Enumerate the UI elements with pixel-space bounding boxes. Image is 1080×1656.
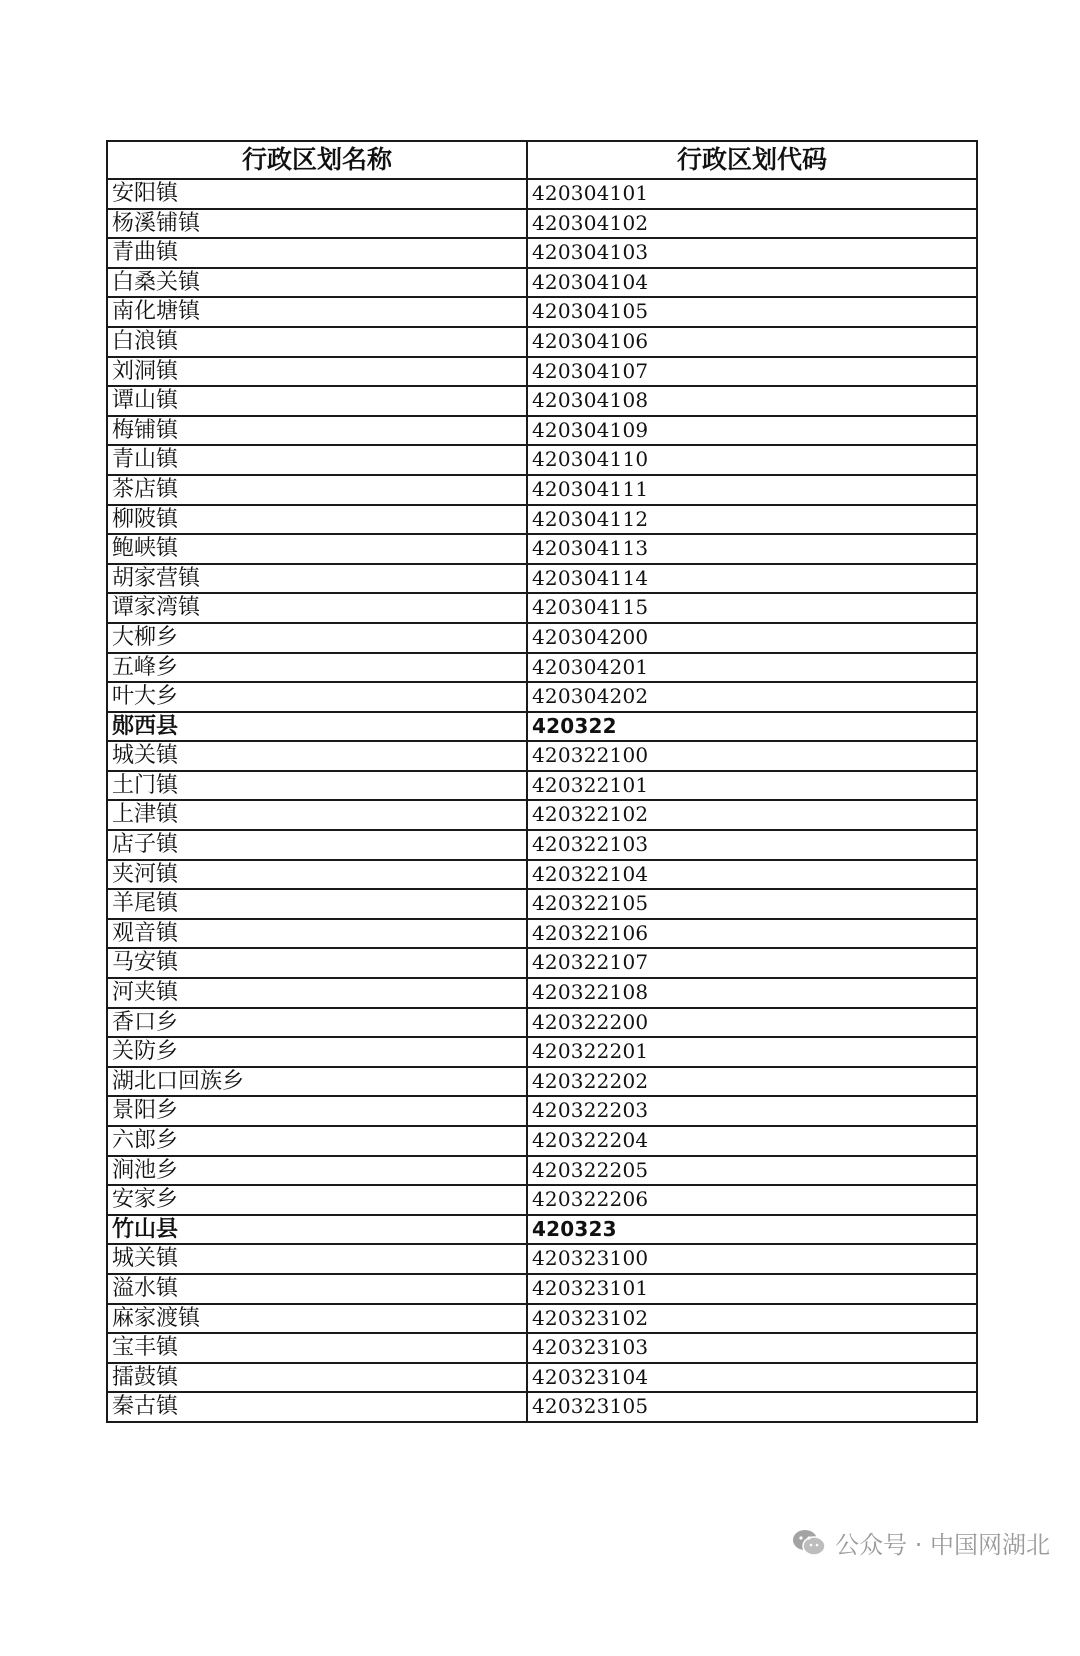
division-name-cell: 谭家湾镇 (107, 593, 527, 623)
division-code-cell: 420322103 (527, 830, 977, 860)
division-code-cell: 420304110 (527, 445, 977, 475)
table-row (107, 179, 977, 209)
division-code-cell: 420304105 (527, 297, 977, 327)
division-name-cell: 竹山县 (107, 1215, 527, 1245)
division-name-cell: 擂鼓镇 (107, 1363, 527, 1393)
division-name-cell: 关防乡 (107, 1037, 527, 1067)
watermark-text: 公众号 · 中国网湖北 (835, 1531, 1050, 1559)
division-name-cell: 观音镇 (107, 919, 527, 949)
division-name-cell: 叶大乡 (107, 682, 527, 712)
division-name-cell: 南化塘镇 (107, 297, 527, 327)
table-header-row (107, 141, 977, 179)
wechat-icon (791, 1528, 827, 1558)
division-name-cell: 店子镇 (107, 830, 527, 860)
table-row (107, 1185, 977, 1215)
division-code-cell: 420304115 (527, 593, 977, 623)
table-row (107, 1096, 977, 1126)
division-code-cell: 420323104 (527, 1363, 977, 1393)
table-row (107, 860, 977, 890)
table-row (107, 297, 977, 327)
division-code-cell: 420323103 (527, 1333, 977, 1363)
table-row (107, 1392, 977, 1422)
division-code-cell: 420322203 (527, 1096, 977, 1126)
division-code-cell: 420304113 (527, 534, 977, 564)
table-row (107, 1363, 977, 1393)
table-row (107, 1156, 977, 1186)
table-row (107, 978, 977, 1008)
table-row (107, 741, 977, 771)
division-name-cell: 宝丰镇 (107, 1333, 527, 1363)
division-code-cell: 420304106 (527, 327, 977, 357)
division-name-cell: 麻家渡镇 (107, 1304, 527, 1334)
division-name-cell: 溢水镇 (107, 1274, 527, 1304)
division-name-cell: 五峰乡 (107, 653, 527, 683)
division-code-cell: 420322204 (527, 1126, 977, 1156)
table-row (107, 475, 977, 505)
table-row (107, 919, 977, 949)
division-name-cell: 羊尾镇 (107, 889, 527, 919)
table-row (107, 327, 977, 357)
division-code-cell: 420322206 (527, 1185, 977, 1215)
header-code: 行政区划代码 (527, 141, 977, 179)
table-row (107, 238, 977, 268)
division-name-cell: 谭山镇 (107, 386, 527, 416)
division-name-cell: 土门镇 (107, 771, 527, 801)
table-row (107, 209, 977, 239)
table-row (107, 1008, 977, 1038)
table-row (107, 416, 977, 446)
division-code-cell: 420322205 (527, 1156, 977, 1186)
division-name-cell: 郧西县 (107, 712, 527, 742)
table-row (107, 682, 977, 712)
table-row (107, 1304, 977, 1334)
division-name-cell: 鲍峡镇 (107, 534, 527, 564)
table-row (107, 445, 977, 475)
county-row (107, 1215, 977, 1245)
division-name-cell: 柳陂镇 (107, 505, 527, 535)
division-name-cell: 白桑关镇 (107, 268, 527, 298)
division-code-cell: 420322100 (527, 741, 977, 771)
division-code-cell: 420304202 (527, 682, 977, 712)
division-name-cell: 夹河镇 (107, 860, 527, 890)
table-row (107, 357, 977, 387)
division-name-cell: 城关镇 (107, 1244, 527, 1274)
division-code-cell: 420322202 (527, 1067, 977, 1097)
table-row (107, 830, 977, 860)
division-code-cell: 420322101 (527, 771, 977, 801)
header-name: 行政区划名称 (107, 141, 527, 179)
table-row (107, 1037, 977, 1067)
division-name-cell: 湖北口回族乡 (107, 1067, 527, 1097)
division-code-cell: 420304200 (527, 623, 977, 653)
table-body (107, 179, 977, 1422)
division-code-cell: 420304107 (527, 357, 977, 387)
division-code-cell: 420304109 (527, 416, 977, 446)
division-code-cell: 420322 (527, 712, 977, 742)
table-row (107, 564, 977, 594)
division-name-cell: 河夹镇 (107, 978, 527, 1008)
division-code-cell: 420304103 (527, 238, 977, 268)
division-code-cell: 420322107 (527, 948, 977, 978)
division-name-cell: 刘洞镇 (107, 357, 527, 387)
division-code-cell: 420304102 (527, 209, 977, 239)
division-code-cell: 420323105 (527, 1392, 977, 1422)
division-name-cell: 马安镇 (107, 948, 527, 978)
division-name-cell: 上津镇 (107, 800, 527, 830)
division-code-cell: 420323 (527, 1215, 977, 1245)
division-name-cell: 大柳乡 (107, 623, 527, 653)
table-row (107, 1126, 977, 1156)
division-code-cell: 420322106 (527, 919, 977, 949)
division-code-cell: 420323102 (527, 1304, 977, 1334)
table-row (107, 386, 977, 416)
table-row (107, 505, 977, 535)
division-name-cell: 六郎乡 (107, 1126, 527, 1156)
division-code-cell: 420322200 (527, 1008, 977, 1038)
table-row (107, 623, 977, 653)
table-row (107, 889, 977, 919)
admin-division-table (106, 140, 978, 1423)
division-code-cell: 420304114 (527, 564, 977, 594)
division-name-cell: 青曲镇 (107, 238, 527, 268)
division-name-cell: 安家乡 (107, 1185, 527, 1215)
division-name-cell: 胡家营镇 (107, 564, 527, 594)
division-name-cell: 青山镇 (107, 445, 527, 475)
division-code-cell: 420323101 (527, 1274, 977, 1304)
division-code-cell: 420304111 (527, 475, 977, 505)
table-row (107, 1333, 977, 1363)
division-code-cell: 420322102 (527, 800, 977, 830)
county-row (107, 712, 977, 742)
table-row (107, 1274, 977, 1304)
table-row (107, 653, 977, 683)
division-code-cell: 420304201 (527, 653, 977, 683)
division-name-cell: 安阳镇 (107, 179, 527, 209)
division-code-cell: 420304112 (527, 505, 977, 535)
table-row (107, 771, 977, 801)
division-name-cell: 香口乡 (107, 1008, 527, 1038)
division-code-cell: 420304101 (527, 179, 977, 209)
division-code-cell: 420322104 (527, 860, 977, 890)
table-row (107, 268, 977, 298)
division-name-cell: 杨溪铺镇 (107, 209, 527, 239)
division-name-cell: 茶店镇 (107, 475, 527, 505)
division-name-cell: 城关镇 (107, 741, 527, 771)
division-code-cell: 420304108 (527, 386, 977, 416)
table-row (107, 1067, 977, 1097)
division-name-cell: 白浪镇 (107, 327, 527, 357)
table-row (107, 593, 977, 623)
division-code-cell: 420304104 (527, 268, 977, 298)
table-row (107, 948, 977, 978)
division-code-cell: 420323100 (527, 1244, 977, 1274)
division-name-cell: 景阳乡 (107, 1096, 527, 1126)
table-row (107, 800, 977, 830)
table-row (107, 1244, 977, 1274)
division-name-cell: 梅铺镇 (107, 416, 527, 446)
table-row (107, 534, 977, 564)
division-code-cell: 420322201 (527, 1037, 977, 1067)
watermark (791, 1525, 1050, 1560)
division-name-cell: 秦古镇 (107, 1392, 527, 1422)
division-code-cell: 420322108 (527, 978, 977, 1008)
division-code-cell: 420322105 (527, 889, 977, 919)
division-name-cell: 涧池乡 (107, 1156, 527, 1186)
